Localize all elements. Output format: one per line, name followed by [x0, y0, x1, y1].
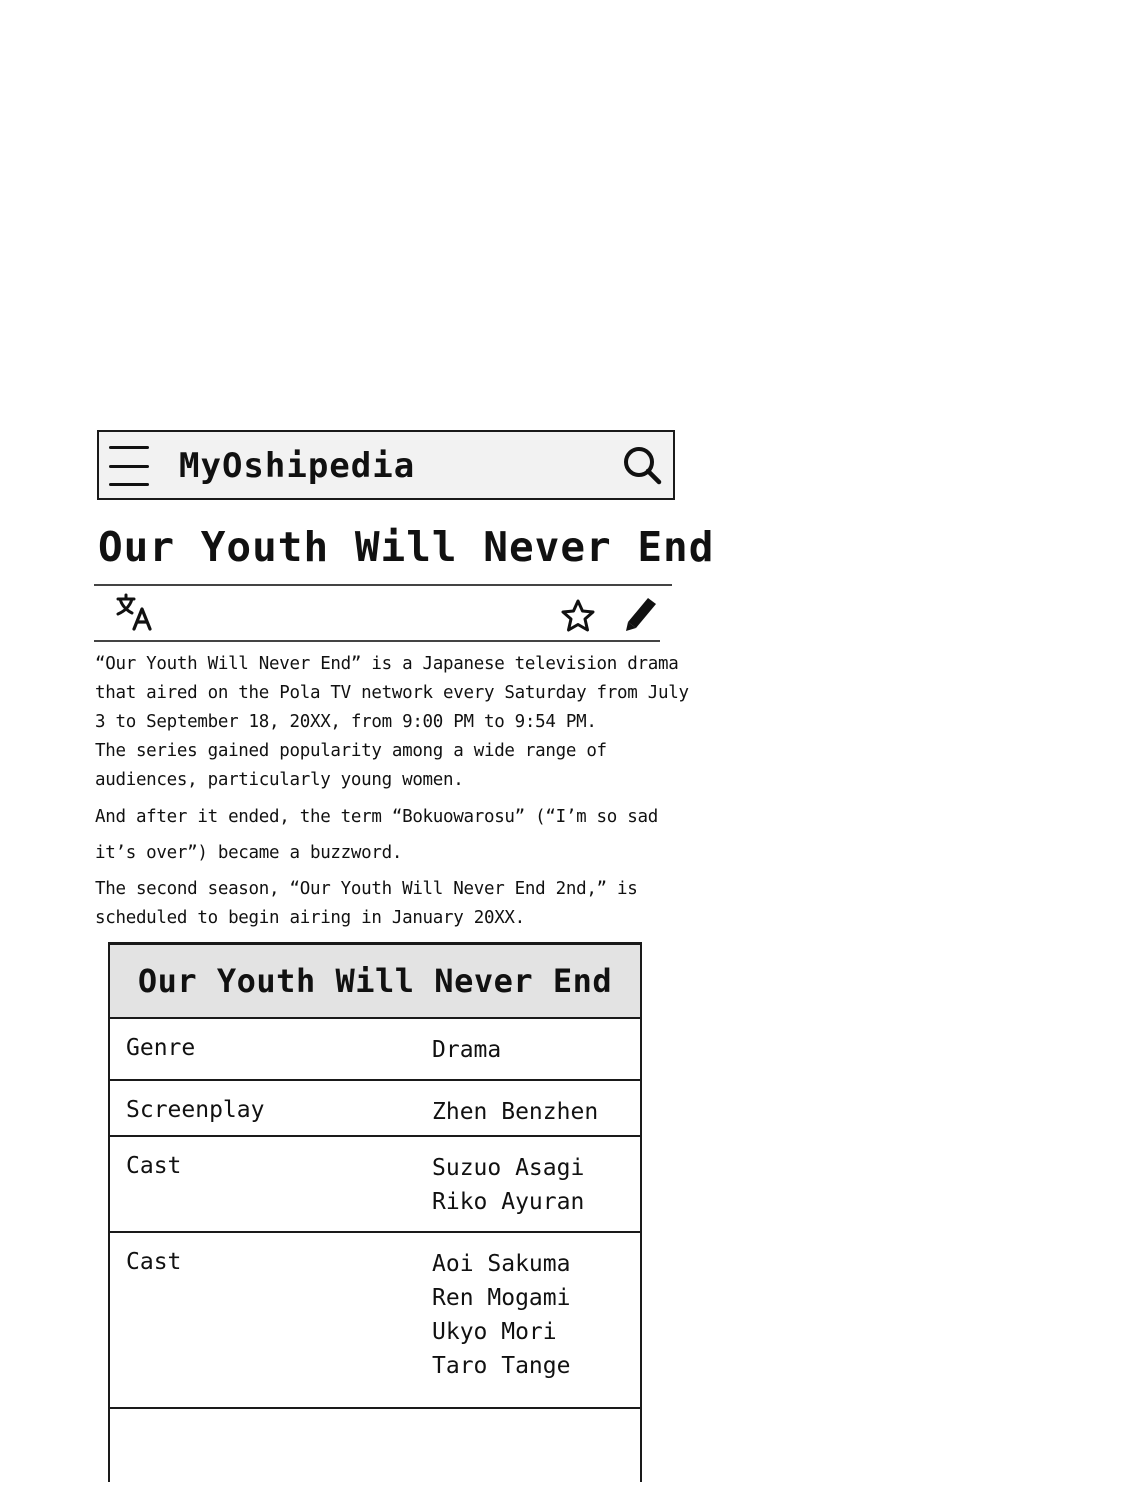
- cast-member[interactable]: Ukyo Mori: [432, 1319, 557, 1345]
- infobox-value-line: Drama: [432, 1037, 502, 1063]
- cast-member[interactable]: Aoi Sakuma: [432, 1251, 571, 1277]
- cast-member[interactable]: Taro Tange: [432, 1353, 571, 1379]
- infobox-value: [432, 1095, 598, 1129]
- cast-member[interactable]: Suzuo Asagi: [432, 1155, 585, 1181]
- cast-member[interactable]: Ren Mogami: [432, 1285, 571, 1311]
- infobox-value: [432, 1247, 570, 1383]
- article-paragraph: The series gained popularity among a wide range of audiences, particularly young women.: [95, 741, 607, 790]
- infobox-row-cast: [110, 1233, 640, 1409]
- toolbar-divider: [94, 640, 660, 642]
- infobox-value: [432, 1151, 584, 1219]
- infobox-row-screenplay: [110, 1081, 640, 1137]
- infobox-label: Genre: [126, 1035, 196, 1061]
- page-title: Our Youth Will Never End: [98, 523, 715, 571]
- infobox-row-cast: [110, 1137, 640, 1233]
- cast-member[interactable]: Riko Ayuran: [432, 1189, 585, 1215]
- article-paragraph: The second season, “Our Youth Will Never End 2nd,” is scheduled to begin airing in January 20XX.: [95, 879, 638, 928]
- infobox-row-genre: [110, 1019, 640, 1081]
- app-title[interactable]: MyOshipedia: [179, 446, 416, 486]
- infobox-label: Screenplay: [126, 1097, 265, 1123]
- title-divider: [94, 584, 672, 586]
- article-paragraph: And after it ended, the term “Bokuowarosu” (“I’m so sad it’s over”) became a buzzword.: [95, 807, 658, 863]
- search-icon[interactable]: [621, 444, 663, 486]
- edit-pencil-icon[interactable]: [620, 594, 660, 634]
- article-body: [95, 650, 690, 933]
- translate-icon[interactable]: [114, 592, 156, 632]
- infobox-label: Cast: [126, 1249, 182, 1275]
- article-paragraph: “Our Youth Will Never End” is a Japanese television drama that aired on the Pola TV network every Saturday from July 3 to September 18, 20XX, from 9:00 PM to 9:54 PM.: [95, 654, 689, 732]
- star-icon[interactable]: [560, 598, 596, 634]
- infobox-value: [432, 1033, 501, 1067]
- top-app-bar: [97, 430, 675, 500]
- infobox: [108, 942, 642, 1482]
- infobox-value-line[interactable]: Zhen Benzhen: [432, 1099, 599, 1125]
- infobox-label: Cast: [126, 1153, 182, 1179]
- infobox-title: Our Youth Will Never End: [110, 945, 640, 1019]
- hamburger-menu-icon[interactable]: [109, 446, 149, 486]
